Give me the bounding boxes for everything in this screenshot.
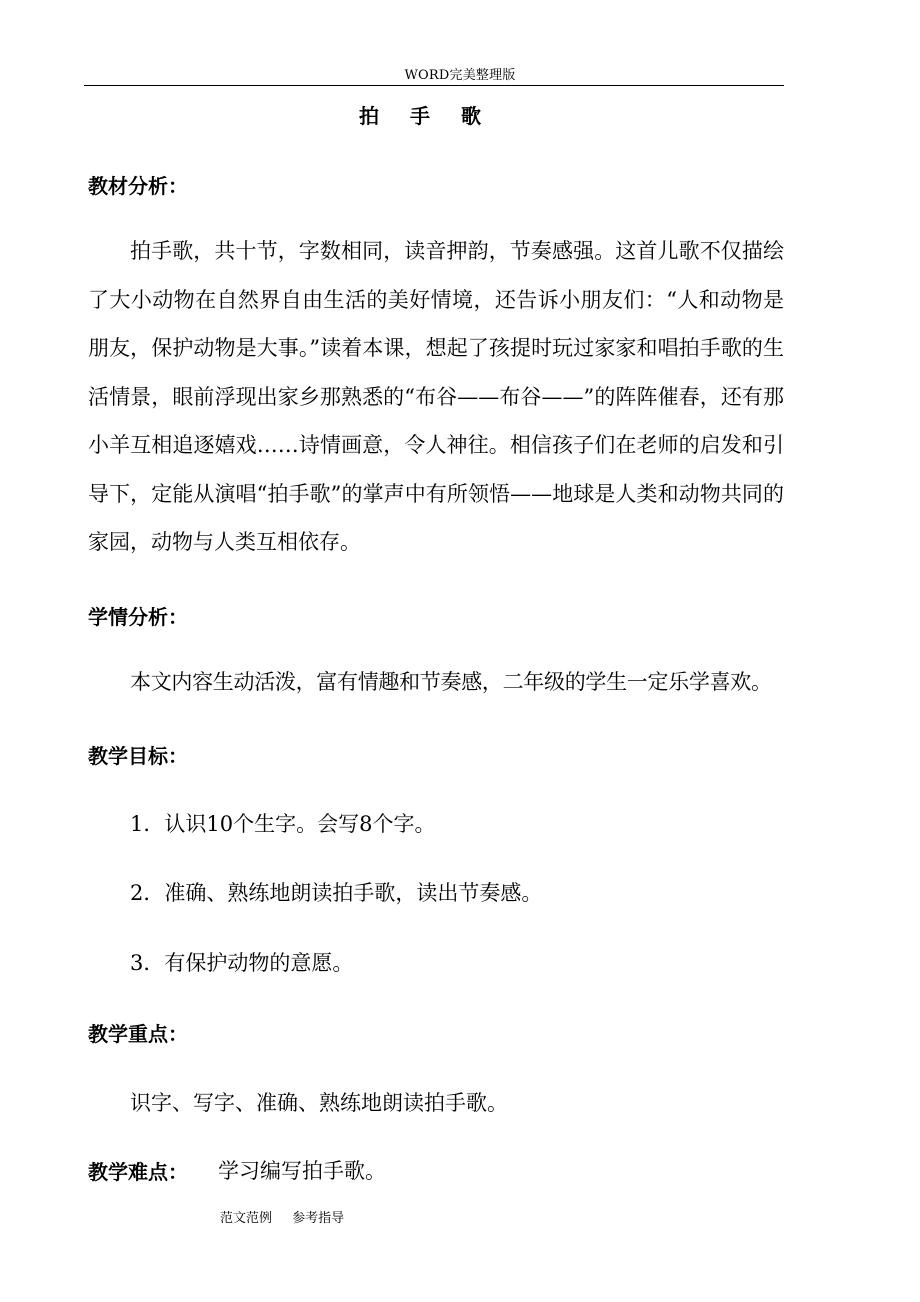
teaching-focus-heading: 教学重点： (88, 1022, 188, 1046)
teaching-focus-text: 识字、写字、准确、熟练地朗读拍手歌。 (130, 1091, 508, 1115)
document-title: 拍 手 歌 (359, 104, 493, 128)
student-analysis-heading: 学情分析： (88, 605, 188, 629)
page-header: WORD完美整理版 (404, 68, 516, 83)
goal-item-2: 2．准确、熟练地朗读拍手歌，读出节奏感。 (130, 881, 543, 905)
teaching-goals-heading: 教学目标： (88, 744, 188, 768)
goal-item-3: 3．有保护动物的意愿。 (130, 951, 354, 975)
teaching-difficulty-text: 学习编写拍手歌。 (218, 1159, 386, 1183)
student-analysis-paragraph: 本文内容生动活泼，富有情趣和节奏感，二年级的学生一定乐学喜欢。 (130, 670, 772, 694)
header-rule (84, 85, 784, 86)
footer-left-text: 范文范例 (220, 1211, 273, 1226)
material-analysis-heading: 教材分析： (88, 174, 188, 198)
footer-right-text: 参考指导 (292, 1211, 345, 1226)
goal-item-1: 1．认识10个生字。会写8个字。 (130, 812, 436, 836)
teaching-difficulty-heading: 教学难点： (88, 1160, 188, 1184)
page-footer (220, 1207, 344, 1226)
material-analysis-paragraph: 拍手歌，共十节，字数相同，读音押韵，节奏感强。这首儿歌不仅描绘了大小动物在自然界自由生活的美好情境，还告诉小朋友们：“人和动物是朋友，保护动物是大事。”读着本课，想起了孩提时玩过家家和唱拍手歌的生活情景，眼前浮现出家乡那熟悉的“布谷——布谷——”的阵阵催春，还有那小羊互相追逐嬉戏……诗情画意，令人神往。相信孩子们在老师的启发和引导下，定能从演唱“拍手歌”的掌声中有所领悟——地球是人类和动物共同的家园，动物与人类互相依存。 (88, 239, 784, 554)
